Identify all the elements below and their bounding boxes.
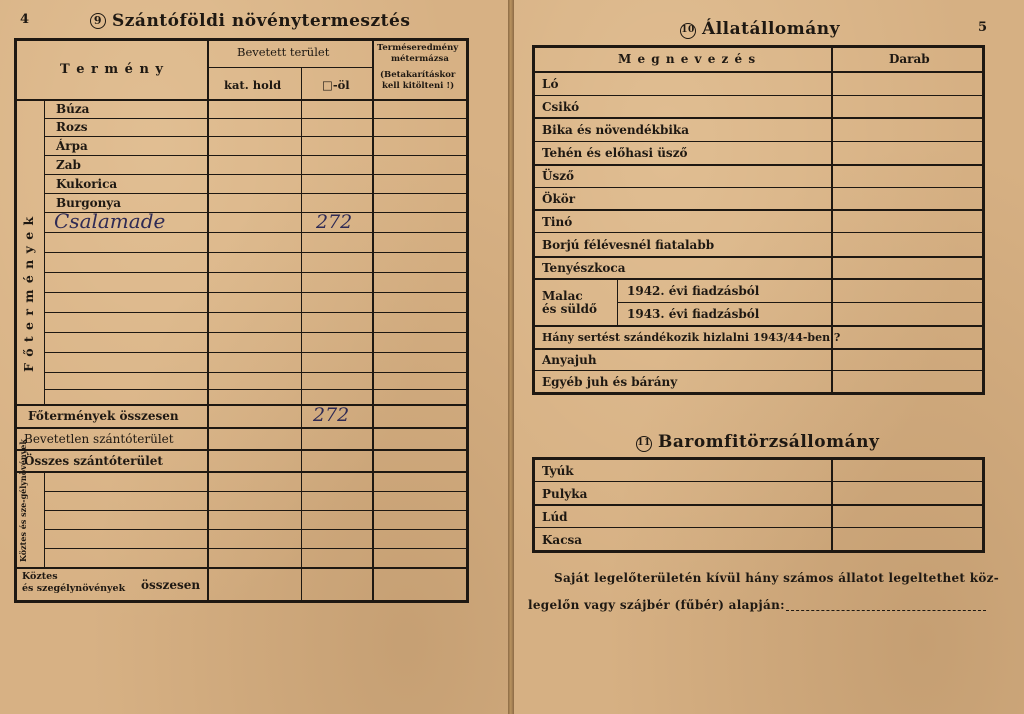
animal-row-tino: Tinó (542, 215, 573, 229)
intercrop-total-label-1: Köztes (22, 571, 58, 582)
header-count: Darab (889, 52, 930, 66)
crop-row-burgonya: Burgonya (56, 196, 122, 210)
intercrop-total-label-2: és szegélynövények (22, 583, 126, 594)
grazing-note-line-1: Saját legelőterületén kívül hány számos állatot legeltethet köz- (554, 571, 1000, 585)
livestock-title-text: Állatállomány (702, 19, 840, 39)
header-sown-area: Bevetett terület (237, 45, 330, 59)
animal-row-egyeb-juh: Egyéb juh és bárány (542, 375, 678, 389)
grazing-answer-line[interactable] (786, 610, 986, 611)
animal-row-okor: Ökör (542, 192, 576, 206)
poultry-title-text: Baromfitörzsállomány (658, 432, 880, 452)
crop-section-title (90, 11, 410, 31)
handwritten-crop-name: Csalamade (54, 209, 166, 233)
section-number-badge: 9 (90, 13, 106, 29)
poultry-row-tyuk: Tyúk (542, 464, 574, 478)
side-label-main-crops: F ő t e r m é n y e k (21, 215, 36, 372)
animal-row-tehen: Tehén és előhasi üsző (542, 146, 688, 160)
poultry-row-lud: Lúd (542, 510, 568, 524)
crop-row-buza: Búza (56, 102, 90, 116)
crop-row-zab: Zab (56, 158, 81, 172)
fattening-question: Hány sertést szándékozik hizlalni 1943/44-ben ? (542, 331, 841, 344)
header-yield-2: métermázsa (391, 54, 449, 64)
poultry-section-badge: 11 (636, 436, 652, 452)
piglet-row-1943: 1943. évi fiadzásból (627, 307, 760, 321)
total-arable-label: Összes szántóterület (24, 454, 163, 468)
unsown-area-label: Bevetetlen szántóterület (24, 432, 174, 446)
section-title-text: Szántóföldi növénytermesztés (112, 11, 411, 31)
livestock-section-title (680, 19, 840, 39)
poultry-section-title (636, 432, 879, 452)
piglet-label-2: és süldő (542, 302, 598, 316)
intercrop-total-label-3: összesen (141, 578, 201, 592)
animal-row-anyajuh: Anyajuh (542, 353, 597, 367)
header-crop: T e r m é n y (60, 62, 164, 77)
animal-row-csiko: Csikó (542, 100, 580, 114)
piglet-row-1942: 1942. évi fiadzásból (627, 284, 760, 298)
side-label-intercrops: Köztes és sze-gélynövények (18, 439, 28, 562)
animal-row-uszo: Üsző (542, 169, 575, 183)
left-page (0, 0, 508, 714)
piglet-label-1: Malac (542, 289, 583, 303)
poultry-row-kacsa: Kacsa (542, 533, 583, 547)
animal-row-borju: Borjú félévesnél fiatalabb (542, 238, 715, 252)
header-yield-1: Terméseredmény (377, 43, 459, 53)
animal-row-tenyeszkoca: Tenyészkoca (542, 261, 626, 275)
header-kat-hold: kat. hold (224, 78, 282, 92)
page-number-left: 4 (20, 12, 30, 27)
handwritten-area-value: 272 (316, 211, 353, 233)
livestock-section-badge: 10 (680, 23, 696, 39)
right-page (514, 0, 1024, 714)
grazing-note-line-2: legelőn vagy szájbér (fűbér) alapján: (528, 598, 785, 612)
main-crops-total-value: 272 (313, 404, 350, 426)
animal-row-lo: Ló (542, 77, 559, 91)
animal-row-bika: Bika és növendékbika (542, 123, 689, 137)
header-yield-4: kell kitölteni !) (382, 81, 455, 91)
crop-row-rozs: Rozs (56, 120, 88, 134)
poultry-row-pulyka: Pulyka (542, 487, 588, 501)
crop-row-kukorica: Kukorica (56, 177, 118, 191)
main-crops-total-label: Főtermények összesen (28, 409, 179, 423)
page-number-right: 5 (978, 20, 988, 35)
header-name: M e g n e v e z é s (618, 52, 757, 66)
header-yield-3: (Betakarításkor (380, 70, 456, 80)
crop-row-arpa: Árpa (56, 139, 88, 153)
header-square-ol: □-öl (322, 78, 350, 92)
